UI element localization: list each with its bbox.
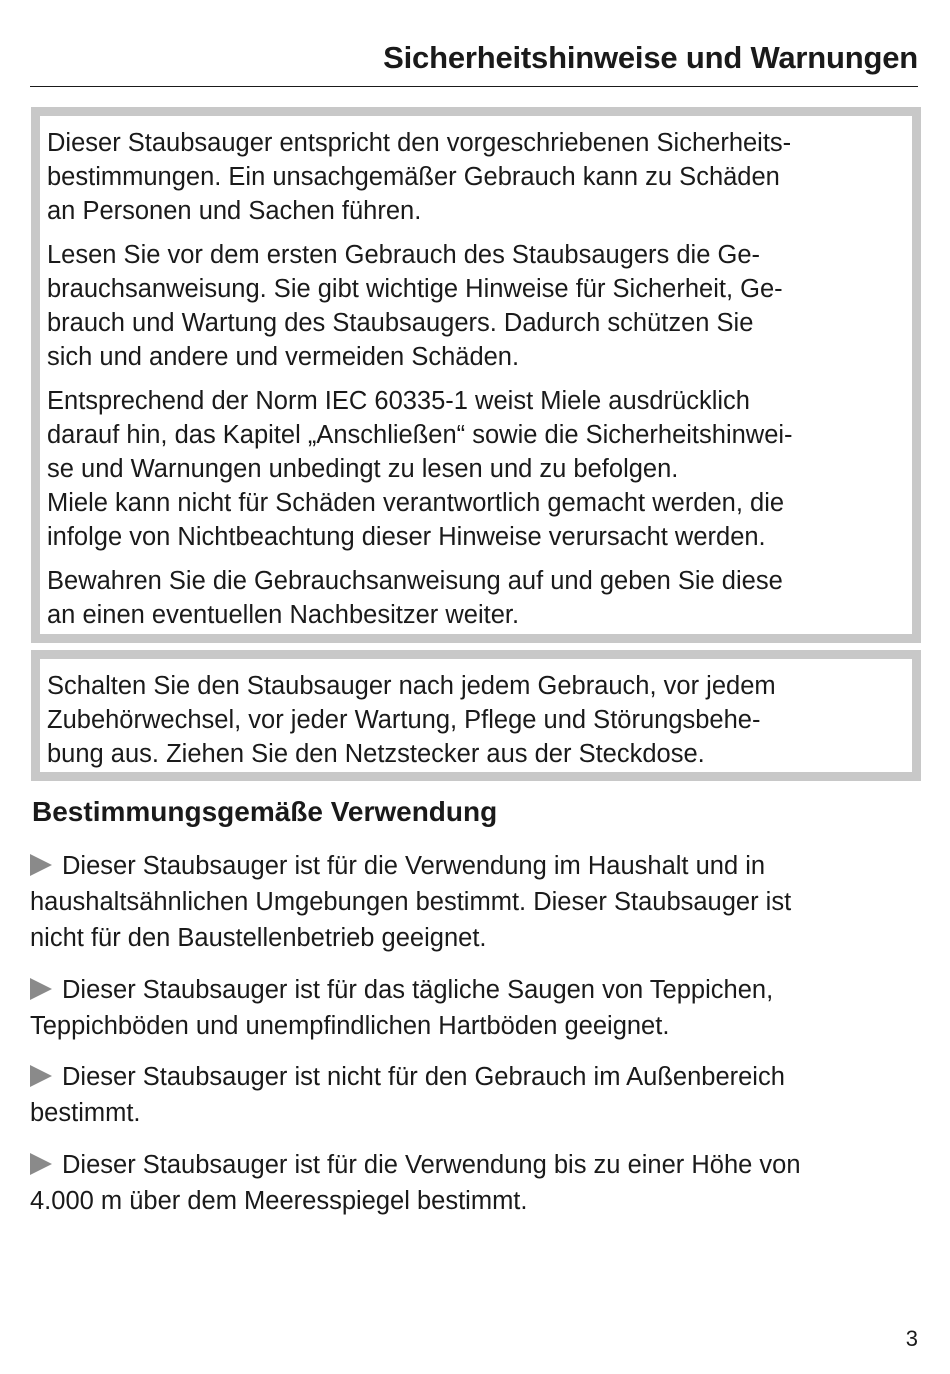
text-line: haushaltsähnlichen Umgebungen bestimmt. Dieser Staubsauger ist xyxy=(30,888,792,916)
text-line xyxy=(30,848,930,884)
text-line: Miele kann nicht für Schäden verantwortlich gemacht werden, die xyxy=(47,489,785,517)
text-line: bestimmt. xyxy=(30,1099,141,1127)
text-line: Bewahren Sie die Gebrauchsanweisung auf und geben Sie diese xyxy=(47,567,783,595)
warning-paragraph xyxy=(47,669,912,771)
text-line: 4.000 m über dem Meeresspiegel bestimmt. xyxy=(30,1186,528,1215)
text-line: Entsprechend der Norm IEC 60335-1 weist Miele ausdrücklich xyxy=(47,387,750,415)
text-line: an einen eventuellen Nachbesitzer weiter. xyxy=(47,601,520,629)
list-item xyxy=(30,848,930,956)
arrow-right-icon xyxy=(30,1153,52,1175)
usage-bullet-list xyxy=(30,848,930,1234)
text-line: Dieser Staubsauger entspricht den vorgeschriebenen Sicherheits- xyxy=(47,129,792,157)
warning-paragraph xyxy=(47,238,912,374)
list-item xyxy=(30,972,930,1044)
safety-warning-box xyxy=(31,107,921,643)
text-line xyxy=(30,1147,930,1183)
text-line: sich und andere und vermeiden Schäden. xyxy=(47,343,520,371)
text-line: Schalten Sie den Staubsauger nach jedem Gebrauch, vor jedem xyxy=(47,672,776,700)
list-item xyxy=(30,1147,930,1219)
text-line: brauchsanweisung. Sie gibt wichtige Hinweise für Sicherheit, Ge- xyxy=(47,275,783,303)
page-number: 3 xyxy=(905,1326,918,1351)
text-line: bung aus. Ziehen Sie den Netzstecker aus der Steckdose. xyxy=(47,740,705,768)
text-line: infolge von Nichtbeachtung dieser Hinweise verursacht werden. xyxy=(47,523,766,551)
header-title: Sicherheitshinweise und Warnungen xyxy=(383,40,918,75)
text-line: Zubehörwechsel, vor jeder Wartung, Pflege und Störungsbehe- xyxy=(47,706,761,734)
warning-paragraph xyxy=(47,126,912,228)
text-line xyxy=(30,1059,930,1095)
arrow-right-icon xyxy=(30,854,52,876)
warning-paragraph xyxy=(47,384,912,554)
bullet-text: Dieser Staubsauger ist nicht für den Gebrauch im Außenbereich xyxy=(62,1063,785,1091)
list-item xyxy=(30,1059,930,1131)
text-line: brauch und Wartung des Staubsaugers. Dadurch schützen Sie xyxy=(47,309,754,337)
text-line: Teppichböden und unempfindlichen Hartböden geeignet. xyxy=(30,1011,670,1040)
bullet-text: Dieser Staubsauger ist für die Verwendung bis zu einer Höhe von xyxy=(62,1150,801,1179)
text-line: nicht für den Baustellenbetrieb geeignet. xyxy=(30,924,487,952)
bullet-text: Dieser Staubsauger ist für das tägliche Saugen von Teppichen, xyxy=(62,975,774,1004)
text-line: darauf hin, das Kapitel „Anschließen“ sowie die Sicherheitshinwei- xyxy=(47,421,793,449)
page-header xyxy=(30,38,918,87)
text-line: bestimmungen. Ein unsachgemäßer Gebrauch kann zu Schäden xyxy=(47,163,780,191)
arrow-right-icon xyxy=(30,1065,52,1087)
switch-off-warning-box xyxy=(31,650,921,781)
arrow-right-icon xyxy=(30,978,52,1000)
text-line xyxy=(30,972,930,1008)
warning-paragraph xyxy=(47,564,912,632)
section-heading: Bestimmungsgemäße Verwendung xyxy=(32,796,498,827)
text-line: se und Warnungen unbedingt zu lesen und zu befolgen. xyxy=(47,455,679,483)
bullet-text: Dieser Staubsauger ist für die Verwendung im Haushalt und in xyxy=(62,852,766,880)
text-line: an Personen und Sachen führen. xyxy=(47,197,422,225)
text-line: Lesen Sie vor dem ersten Gebrauch des Staubsaugers die Ge- xyxy=(47,241,760,269)
